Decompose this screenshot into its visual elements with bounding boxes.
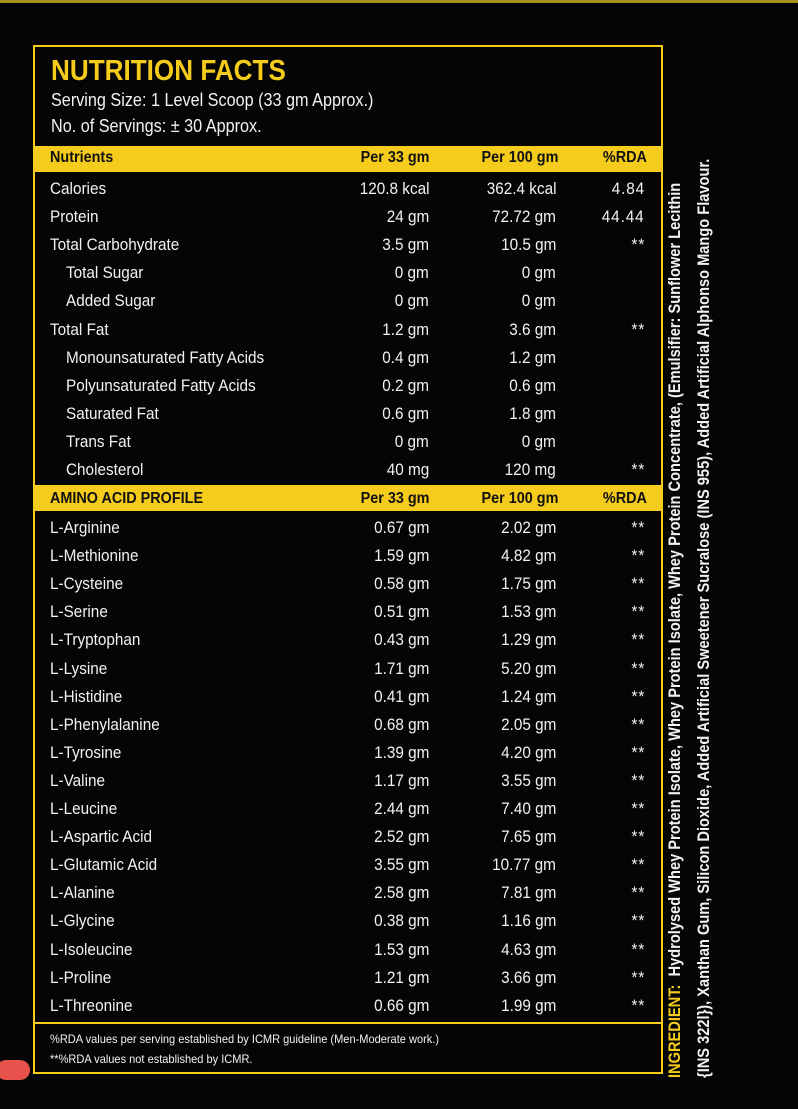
row-per-100: 1.53 gm [500,602,556,622]
row-per-100: 7.81 gm [500,883,556,903]
row-rda: ** [631,319,645,339]
row-per-100: 4.20 gm [500,742,556,762]
header-per-100: Per 100 gm [481,149,558,166]
row-rda: ** [631,574,645,594]
table-row [35,937,661,965]
table-row [35,712,661,740]
row-rda: ** [631,770,645,790]
row-name: Cholesterol [66,460,144,479]
row-name: Added Sugar [66,291,156,311]
row-rda: ** [631,714,645,734]
table-row [35,852,661,880]
table-row [35,993,661,1021]
row-per-33: 24 gm [386,207,429,227]
row-per-100: 4.63 gm [500,939,556,959]
ingredients-line-2: {INS 322l}), Xanthan Gum, Silicon Dioxide, Added Artificial Sweetener Sucralose (INS 955), Added Artificial Alphonso Mango Flavour. [694,158,713,1078]
table-row [35,599,661,627]
row-rda: 4.84 [611,179,645,198]
table-row [35,684,661,712]
row-name: L-Glutamic Acid [50,855,158,875]
row-rda: ** [631,742,645,762]
table-row [35,824,661,852]
row-name: Total Fat [50,319,109,339]
row-per-100: 4.82 gm [500,546,556,566]
ingredients-text [660,48,770,1080]
row-rda: ** [631,883,645,903]
row-name: L-Leucine [50,799,118,818]
row-per-100: 3.6 gm [509,319,556,339]
row-per-33: 0 gm [394,431,429,451]
row-per-33: 0.4 gm [382,347,429,367]
row-rda: 44.44 [602,207,645,227]
ingredients-label: INGREDIENT: [665,984,684,1078]
row-per-33: 3.55 gm [373,855,429,875]
row-name: Protein [50,207,99,227]
row-per-100: 1.99 gm [500,995,556,1015]
row-per-33: 1.2 gm [382,319,429,339]
row-rda: ** [631,967,645,987]
row-rda: ** [631,995,645,1015]
row-name: L-Proline [50,967,112,987]
row-per-33: 1.59 gm [373,546,429,566]
row-name: L-Tryptophan [50,630,141,650]
row-per-100: 0 gm [521,263,556,283]
table-row [35,515,661,543]
row-name: Trans Fat [66,431,131,451]
row-name: L-Threonine [50,995,133,1015]
row-per-33: 40 mg [386,460,429,479]
row-per-100: 0.6 gm [509,375,556,395]
row-name: L-Serine [50,602,108,622]
row-per-100: 1.8 gm [509,403,556,423]
header-nutrients: Nutrients [50,149,114,166]
row-per-33: 0.58 gm [373,574,429,594]
row-per-33: 1.71 gm [373,658,429,678]
row-per-100: 120 mg [504,460,556,479]
ingredients-text-1: Hydrolysed Whey Protein Isolate, Whey Protein Isolate, Whey Protein Concentrate, (Emulsifier: Sunflower Lecithin [665,182,684,977]
row-per-33: 1.53 gm [373,939,429,959]
footnote-not-established: **%RDA values not established by ICMR. [50,1052,253,1066]
row-rda: ** [631,855,645,875]
table-row [35,656,661,684]
row-per-33: 0.51 gm [373,602,429,622]
table-row [35,740,661,768]
row-per-100: 10.77 gm [492,855,556,875]
row-per-33: 120.8 kcal [359,179,429,198]
row-per-100: 362.4 kcal [486,179,556,198]
row-rda: ** [631,911,645,931]
row-per-100: 1.16 gm [500,911,556,931]
row-per-33: 0.43 gm [373,630,429,650]
table-row [35,571,661,599]
row-per-33: 1.21 gm [373,967,429,987]
serving-size: Serving Size: 1 Level Scoop (33 gm Approx.) [51,90,374,110]
row-rda: ** [631,235,645,255]
row-name: L-Alanine [50,883,115,903]
header-per-33: Per 33 gm [360,149,429,166]
row-per-33: 1.17 gm [373,770,429,790]
row-per-100: 1.75 gm [500,574,556,594]
row-per-33: 0.66 gm [373,995,429,1015]
row-per-33: 0.67 gm [373,518,429,537]
edge-tab[interactable] [0,1060,30,1080]
ingredients-line-1 [660,182,689,1078]
row-name: L-Lysine [50,658,108,678]
row-per-33: 0.68 gm [373,714,429,734]
row-name: L-Cysteine [50,574,124,594]
row-rda: ** [631,518,645,537]
row-per-100: 0 gm [521,291,556,311]
row-name: Saturated Fat [66,403,159,423]
table-row [35,627,661,655]
row-name: L-Isoleucine [50,939,133,959]
row-per-33: 0.2 gm [382,375,429,395]
row-rda: ** [631,460,645,479]
row-per-33: 0.6 gm [382,403,429,423]
row-name: L-Histidine [50,686,123,706]
page-title: NUTRITION FACTS [51,55,286,87]
row-name: L-Arginine [50,518,120,537]
row-per-100: 72.72 gm [492,207,556,227]
row-per-33: 1.39 gm [373,742,429,762]
row-name: Polyunsaturated Fatty Acids [66,375,256,395]
row-name: Monounsaturated Fatty Acids [66,347,265,367]
table-row [35,965,661,993]
row-rda: ** [631,686,645,706]
table-row [35,880,661,908]
header-rda: %RDA [602,149,647,166]
row-name: L-Valine [50,770,106,790]
table-row [35,796,661,824]
row-per-100: 3.55 gm [500,770,556,790]
footnote-rda: %RDA values per serving established by ICMR guideline (Men-Moderate work.) [50,1032,440,1046]
row-per-33: 0 gm [394,263,429,283]
row-name: Total Sugar [66,263,144,283]
row-per-33: 2.58 gm [373,883,429,903]
row-per-100: 2.05 gm [500,714,556,734]
table-row [35,768,661,796]
row-name: Calories [50,179,107,198]
row-rda: ** [631,630,645,650]
row-per-100: 0 gm [521,431,556,451]
row-rda: ** [631,602,645,622]
header-amino: AMINO ACID PROFILE [50,490,204,507]
servings-count: No. of Servings: ± 30 Approx. [51,116,262,136]
row-rda: ** [631,546,645,566]
row-per-100: 7.65 gm [500,827,556,847]
row-per-100: 1.29 gm [500,630,556,650]
row-per-100: 1.2 gm [509,347,556,367]
row-per-100: 10.5 gm [500,235,556,255]
top-rule [0,0,798,3]
row-rda: ** [631,658,645,678]
row-per-33: 0 gm [394,291,429,311]
row-name: L-Aspartic Acid [50,827,153,847]
row-per-100: 5.20 gm [500,658,556,678]
header-amino-per-100: Per 100 gm [481,490,558,507]
nutrition-facts-panel [33,45,663,1074]
row-rda: ** [631,827,645,847]
row-name: Total Carbohydrate [50,235,180,255]
row-per-33: 3.5 gm [382,235,429,255]
row-per-33: 2.44 gm [373,799,429,818]
row-rda: ** [631,939,645,959]
row-name: L-Glycine [50,911,115,931]
row-per-100: 3.66 gm [500,967,556,987]
row-name: L-Tyrosine [50,742,122,762]
row-per-33: 2.52 gm [373,827,429,847]
table-row [35,908,661,936]
header-amino-per-33: Per 33 gm [360,490,429,507]
table-row [35,543,661,571]
amino-table [35,47,661,1072]
header-amino-rda: %RDA [602,490,647,507]
row-per-100: 7.40 gm [500,799,556,818]
row-name: L-Phenylalanine [50,714,160,734]
footnote-divider [35,1022,661,1024]
row-per-100: 1.24 gm [500,686,556,706]
row-per-100: 2.02 gm [500,518,556,537]
row-per-33: 0.41 gm [373,686,429,706]
row-name: L-Methionine [50,546,139,566]
row-rda: ** [631,799,645,818]
row-per-33: 0.38 gm [373,911,429,931]
